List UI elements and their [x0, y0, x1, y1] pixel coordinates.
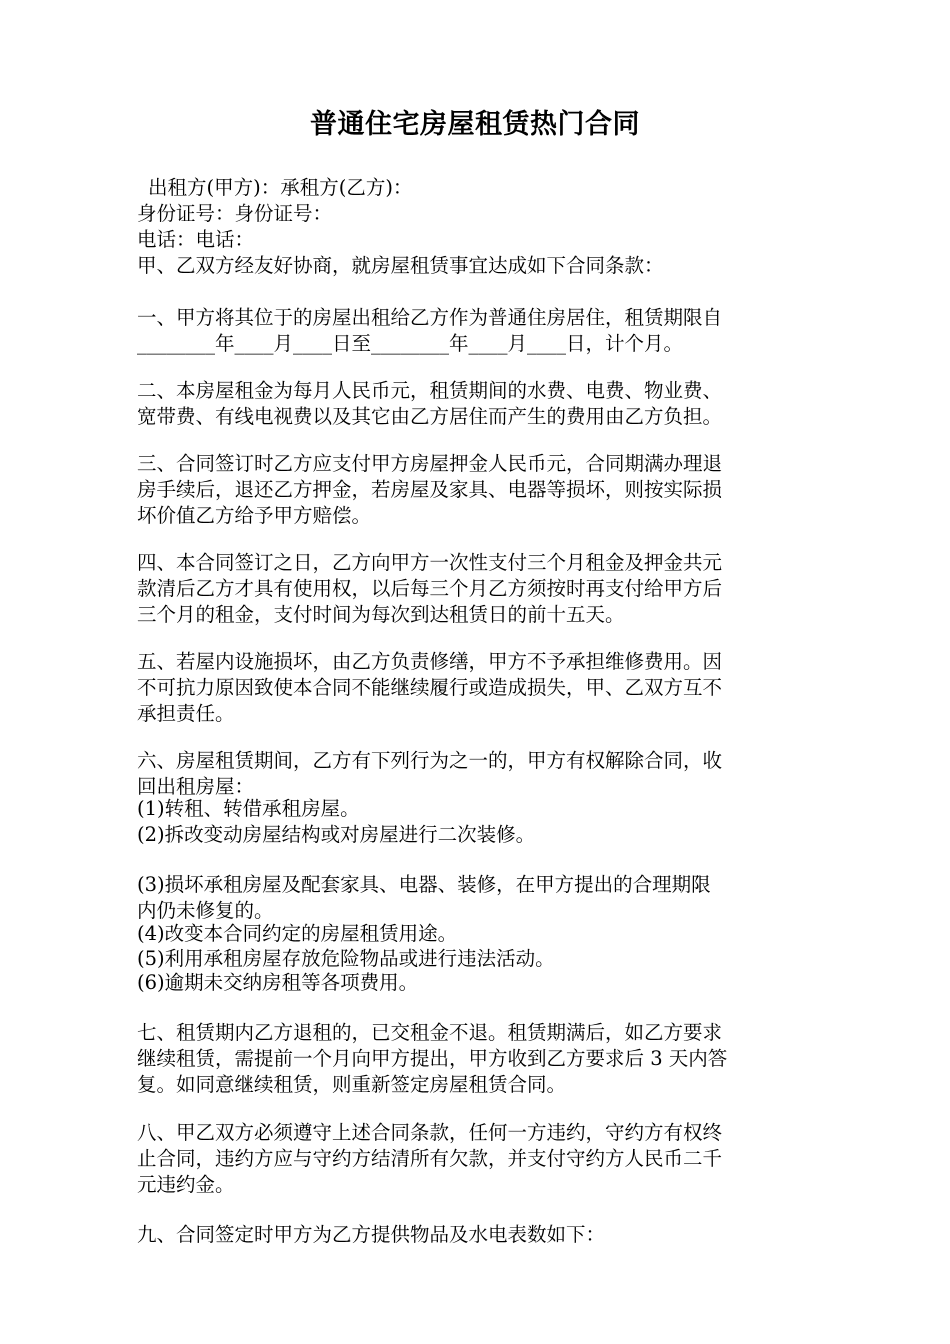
clause-3-line-3: 坏价值乙方给予甲方赔偿。	[137, 504, 372, 527]
clause-5-line-3: 承担责任。	[137, 702, 235, 725]
clause-3-line-1: 三、合同签订时乙方应支付甲方房屋押金人民币元，合同期满办理退	[137, 452, 723, 475]
clause-5-line-1: 五、若屋内设施损坏，由乙方负责修缮，甲方不予承担维修费用。因	[137, 650, 723, 673]
document-title: 普通住宅房屋租赁热门合同	[310, 109, 640, 140]
clause-6-item-1: (1)转租、转借承租房屋。	[137, 797, 360, 820]
clause-4-line-2: 款清后乙方才具有使用权，以后每三个月乙方须按时再支付给甲方后	[137, 577, 723, 600]
clause-5-line-2: 不可抗力原因致使本合同不能继续履行或造成损失，甲、乙双方互不	[137, 676, 723, 699]
clause-7-line-1: 七、租赁期内乙方退租的，已交租金不退。租赁期满后，如乙方要求	[137, 1021, 723, 1044]
clause-6-item-6: (6)逾期未交纳房租等各项费用。	[137, 971, 419, 994]
clause-2-line-2: 宽带费、有线电视费以及其它由乙方居住而产生的费用由乙方负担。	[137, 405, 723, 428]
party-names-line: 出租方(甲方)：承租方(乙方)：	[148, 176, 413, 199]
clause-6-item-3-line-1: (3)损坏承租房屋及配套家具、电器、装修，在甲方提出的合理期限	[137, 873, 711, 896]
clause-6-item-4: (4)改变本合同约定的房屋租赁用途。	[137, 922, 458, 945]
clause-6-item-3-line-2: 内仍未修复的。	[137, 899, 274, 922]
clause-2-line-1: 二、本房屋租金为每月人民币元，租赁期间的水费、电费、物业费、	[137, 379, 723, 402]
clause-8-line-1: 八、甲乙双方必须遵守上述合同条款，任何一方违约，守约方有权终	[137, 1121, 723, 1144]
clause-1-line-2: ________年____月____日至________年____月____日，计个月。	[137, 332, 684, 355]
clause-4-line-3: 三个月的租金，支付时间为每次到达租赁日的前十五天。	[137, 603, 625, 626]
clause-3-line-2: 房手续后，退还乙方押金，若房屋及家具、电器等损坏，则按实际损	[137, 478, 723, 501]
clause-9-line-1: 九、合同签定时甲方为乙方提供物品及水电表数如下：	[137, 1223, 606, 1246]
clause-6-item-2: (2)拆改变动房屋结构或对房屋进行二次装修。	[137, 823, 536, 846]
clause-6-item-5: (5)利用承租房屋存放危险物品或进行违法活动。	[137, 947, 555, 970]
clause-7-line-3: 复。如同意继续租赁，则重新签定房屋租赁合同。	[137, 1073, 567, 1096]
clause-1-line-1: 一、甲方将其位于的房屋出租给乙方作为普通住房居住，租赁期限自	[137, 306, 723, 329]
clause-7-line-2: 继续租赁，需提前一个月向甲方提出，甲方收到乙方要求后 3 天内答	[137, 1047, 728, 1070]
preamble-line: 甲、乙双方经友好协商，就房屋租赁事宜达成如下合同条款：	[137, 254, 664, 277]
clause-6-line-1: 六、房屋租赁期间，乙方有下列行为之一的，甲方有权解除合同，收	[137, 749, 723, 772]
clause-4-line-1: 四、本合同签订之日，乙方向甲方一次性支付三个月租金及押金共元	[137, 551, 723, 574]
clause-6-line-2: 回出租房屋：	[137, 775, 255, 798]
phone-line: 电话：电话：	[137, 228, 255, 251]
id-number-line: 身份证号：身份证号：	[137, 202, 333, 225]
clause-8-line-2: 止合同，违约方应与守约方结清所有欠款，并支付守约方人民币二千	[137, 1147, 723, 1170]
clause-8-line-3: 元违约金。	[137, 1173, 235, 1196]
